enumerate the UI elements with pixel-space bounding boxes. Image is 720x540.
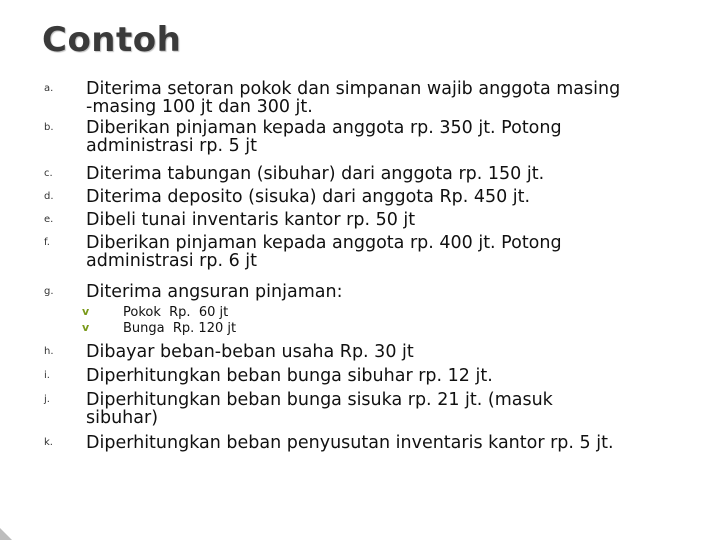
corner-decoration (0, 528, 12, 540)
item-letter: j. (44, 394, 50, 405)
page-title: Contoh (42, 20, 182, 60)
item-letter: k. (44, 437, 53, 448)
item-letter: g. (44, 286, 54, 297)
item-letter: b. (44, 122, 54, 133)
item-text: Diperhitungkan beban penyusutan inventaris kantor rp. 5 jt. (86, 433, 614, 453)
item-text: Diberikan pinjaman kepada anggota rp. 350 jt. Potong administrasi rp. 5 jt (86, 118, 562, 156)
item-text: Dibayar beban-beban usaha Rp. 30 jt (86, 342, 414, 362)
item-text: Dibeli tunai inventaris kantor rp. 50 jt (86, 210, 416, 230)
item-text: Diterima angsuran pinjaman: (86, 282, 343, 302)
item-text: Diterima setoran pokok dan simpanan wajib anggota masing -masing 100 jt dan 300 jt. (86, 79, 621, 117)
checkmark-bullet-icon: v (82, 305, 90, 318)
sub-item-text: Bunga Rp. 120 jt (123, 321, 237, 336)
item-letter: a. (44, 83, 54, 94)
item-text: Diberikan pinjaman kepada anggota rp. 400 jt. Potong administrasi rp. 6 jt (86, 233, 562, 271)
item-text: Diperhitungkan beban bunga sibuhar rp. 12 jt. (86, 366, 493, 386)
item-letter: c. (44, 168, 53, 179)
item-letter: d. (44, 191, 54, 202)
item-text: Diterima tabungan (sibuhar) dari anggota rp. 150 jt. (86, 164, 545, 184)
item-letter: i. (44, 370, 50, 381)
item-text: Diperhitungkan beban bunga sisuka rp. 21 jt. (masuk sibuhar) (86, 390, 553, 428)
item-letter: e. (44, 214, 54, 225)
item-text: Diterima deposito (sisuka) dari anggota Rp. 450 jt. (86, 187, 531, 207)
sub-item-text: Pokok Rp. 60 jt (123, 305, 229, 320)
checkmark-bullet-icon: v (82, 321, 90, 334)
item-letter: f. (44, 237, 50, 248)
item-letter: h. (44, 346, 54, 357)
